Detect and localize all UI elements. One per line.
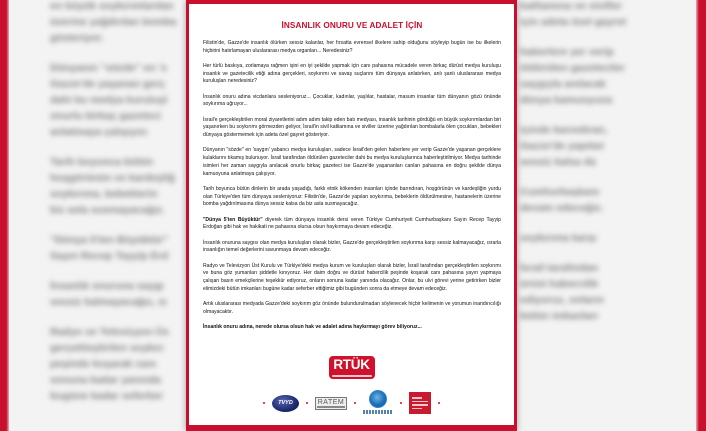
bg-line: için adeta özel gayret <box>520 16 627 28</box>
paragraph-7-text: diyerek tüm dünyaya insanlık dersi veren Türkiye Cumhuriyeti Cumhurbaşkanı Sayın Recep Tayyip Erdoğan gibi hak ve hakikati ne pahasına olursa olsun haykırmaya devam edeceğiz. <box>203 216 501 231</box>
globe-logo-caption <box>363 410 393 414</box>
separator-dot <box>354 402 356 404</box>
bg-line: İnsanlık onuruna saygı <box>50 280 164 292</box>
bg-line: onurlu birkaç gazeteci <box>50 110 161 122</box>
paragraph-3: İnsanlık onuru adına vicdanlara sesleniyoruz... Çocuklar, kadınlar, yaşlılar, hastalar, masum insanlar tüm dünyanın gözü önünde soykırıma uğruyor... <box>203 93 501 108</box>
background-blurred-text-left <box>50 0 190 431</box>
separator-dot <box>438 402 440 404</box>
background-red-edge-right <box>696 0 706 431</box>
bg-line: Cumhurbaşkanı <box>520 186 600 198</box>
document-title: İNSANLIK ONURU VE ADALET İÇİN <box>281 21 423 30</box>
bg-line: bütün imkanları <box>520 310 599 322</box>
bg-line: Dünyanın "sözde" en 's <box>50 62 167 74</box>
paragraph-8: İnsanlık onuruna saygısı olan medya kuruluşları olarak bizler, Gazze'de gerçekleştirilen soykırıma karşı sessiz kalmayacağız, ısrarla insanlığın temel değerlerini savunmaya devam edeceğiz. <box>203 239 501 254</box>
bg-line: sessiz kalsa da <box>520 156 596 168</box>
rtuk-logo <box>329 356 375 379</box>
radio-association-logo <box>409 392 431 414</box>
paragraph-6: Tarih boyunca bütün dinlerin bir arada yaşadığı, farklı etnik kökenden insanları içinde barındıran, hoşgörünün ve kardeşliğin yurdu olan Türkiye'den tüm dünyaya sesleniyoruz: Filistin'de, Gazze'de yapılan soykırıma, bebeklerin öldürülmesine, hastanelerin üzerine bomba yağdırılmasına dünya sessiz kalsa da biz asla susmayacağız. <box>203 185 501 208</box>
paragraph-5: Dünyanın "sözde" en 'saygın' yabancı medya kuruluşları, sadece İsrail'den gelen haberlere yer verip Gazze'de yaşanan gerçeklere kulaklarını tıkamış bulunuyor. İsrail tarafından öldürülen gazeteciler dahi bu medya kuruluşlarınca haberleştirilmiyor. Medya tarihinde isimleri her zaman saygıyla anılacak onurlu birkaç gazeteci ise Gazze'de yaşananları canları pahasına en doğru şekilde dünya kamuoyuna anlatmaya çalışıyor. <box>203 147 501 177</box>
quote-bold: "Dünya 5'ten Büyüktür" <box>203 216 263 223</box>
bg-line: Tarih boyunca bütün <box>50 156 154 168</box>
logo-line <box>412 397 422 399</box>
background-blurred-text-right <box>520 0 650 431</box>
bg-line: dünya kamuoyuna <box>520 94 613 106</box>
bg-line: öldürülen gazeteciler <box>520 62 626 74</box>
bg-line: anlatmaya çalışıyor. <box>50 126 150 138</box>
statement-document <box>186 0 517 431</box>
paragraph-10: Artık uluslararası medyada Gazze'deki soykırım göz önünde bulundurulmadan söylenecek hiçbir kelimenin ve yorumun inandırıcılığı olmayacaktır. <box>203 300 501 315</box>
bg-line: haberlere yer verip <box>520 46 614 58</box>
rtuk-logo-text: RTÜK <box>333 357 370 372</box>
bg-line: "Dünya 5'ten Büyüktür" <box>50 234 169 246</box>
bg-line: ürüst habercilik <box>520 278 599 290</box>
logo-line <box>412 401 428 403</box>
logo-line <box>412 404 428 406</box>
document-body <box>203 40 501 332</box>
bg-line: peşinde koşarak canı <box>50 358 157 370</box>
bg-line: hoşgörünün ve kardeşliğ <box>50 172 175 184</box>
paragraph-1: Filistin'de, Gazze'de insanlık ölürken sessiz kalanlar, her fırsatta evrensel ilkelere sahip olduğunu söyleyip bugün ise bu ilkelerin hiçbirini hatırlamayan uluslararası medya organları... Neredesiniz? <box>203 40 501 54</box>
separator-dot <box>400 402 402 404</box>
bg-line: bugüne kadar seferber <box>50 390 164 402</box>
ratem-logo-text: RATEM <box>317 398 345 406</box>
bg-line: soykırıma, bebeklerin <box>50 188 158 200</box>
bg-line: ediyoruz, onların <box>520 294 605 306</box>
paragraph-9: Radyo ve Televizyon Üst Kurulu ve Türkiye'deki medya kurum ve kuruluşları olarak bizler, İsrail tarafından gerçekleştirilen soykırımı ve buna göz yumanları şiddetle kınıyoruz. Her daim doğru ve dürüst habercilik peşinde koşarak canı pahasına yayın yapmaya çalışan basın emekçilerine teşekkür ediyoruz, onların sonuna kadar yanında olacağız. Onlar, bu ulvi görevi yerine getirirken bizler elimizdeki bütün imkanları bugüne kadar seferber ettiğimiz gibi bugünden sonra da etmeye devam edeceğiz. <box>203 262 501 292</box>
bg-line: içinde barındıran, <box>520 124 608 136</box>
paragraph-4: İsrail'e gerçekleştirilen moral ziyaretlerini adım adım takip eden batı medyası, insanlık tarihinin gördüğü en büyük soykırımlardan biri yaşanırken bu soykırımı görmezden geliyor, İsrail'in sivil katliamına ve siviller üzerine yağdırılan bombalarla ölen çocukları, bebekleri dünyaya göstermemek için adeta özel gayret gösteriyor. <box>203 116 501 139</box>
bg-line: saygıyla anılacak <box>520 78 606 90</box>
bg-line: katliamına ve siviller <box>520 0 623 12</box>
ratem-logo-bar <box>317 406 345 408</box>
logo-line <box>412 408 422 410</box>
bg-line: Gazze'de yapılan <box>520 140 605 152</box>
background-red-edge-left <box>0 0 9 431</box>
bg-line: dahi bu medya kuruluşl <box>50 94 168 106</box>
separator-dot <box>263 402 265 404</box>
separator-dot <box>306 402 308 404</box>
bg-line: biz asla susmayacağız. <box>50 204 165 216</box>
bg-line: soykırıma karşı <box>520 232 597 244</box>
bg-line: sessiz kalmayacağız, ıs <box>50 296 167 308</box>
bg-line: Gazze'de yaşanan gerç <box>50 78 166 90</box>
bg-line: Radyo ve Televizyon Üs <box>50 326 169 338</box>
bg-line: İsrail tarafından <box>520 262 599 274</box>
bg-line: devam edeceğiz. <box>520 202 604 214</box>
paragraph-7 <box>203 217 501 232</box>
bg-line: üzerine yağdırılan bomba <box>50 16 177 28</box>
bg-line: Sayın Recep Tayyip Erd <box>50 250 169 262</box>
rtuk-logo-subtitle <box>332 375 372 377</box>
bg-line: gerçekleştirilen soykırı <box>50 342 164 354</box>
partner-logos-row <box>189 388 514 418</box>
bg-line: sonuna kadar yanında <box>50 374 161 386</box>
ratem-logo <box>315 397 347 410</box>
closing-line: İnsanlık onuru adına, nerede olursa olsun hak ve adalet adına haykırmayı görev biliyoruz... <box>203 323 422 330</box>
paragraph-2: Her türlü baskıya, zorlamaya rağmen işini en iyi şekilde yapmak için canı pahasına mücadele veren birkaç dürüst medya kuruluşu insanlık ve gazetecilik etiği adına gerçekleri, soykırımı ve savaş suçlarını tüm dünyaya anlatırken, anlı şanlı uluslararası medya kuruluşları neredesiniz? <box>203 63 501 85</box>
globe-icon <box>369 390 387 408</box>
rtuk-logo-container <box>189 356 514 379</box>
globe-association-logo <box>363 388 393 418</box>
tvyd-logo: TVYD <box>272 395 299 412</box>
bg-line: en büyük soykırımlardan <box>50 0 174 12</box>
bg-line: gösteriyor. <box>50 32 104 44</box>
